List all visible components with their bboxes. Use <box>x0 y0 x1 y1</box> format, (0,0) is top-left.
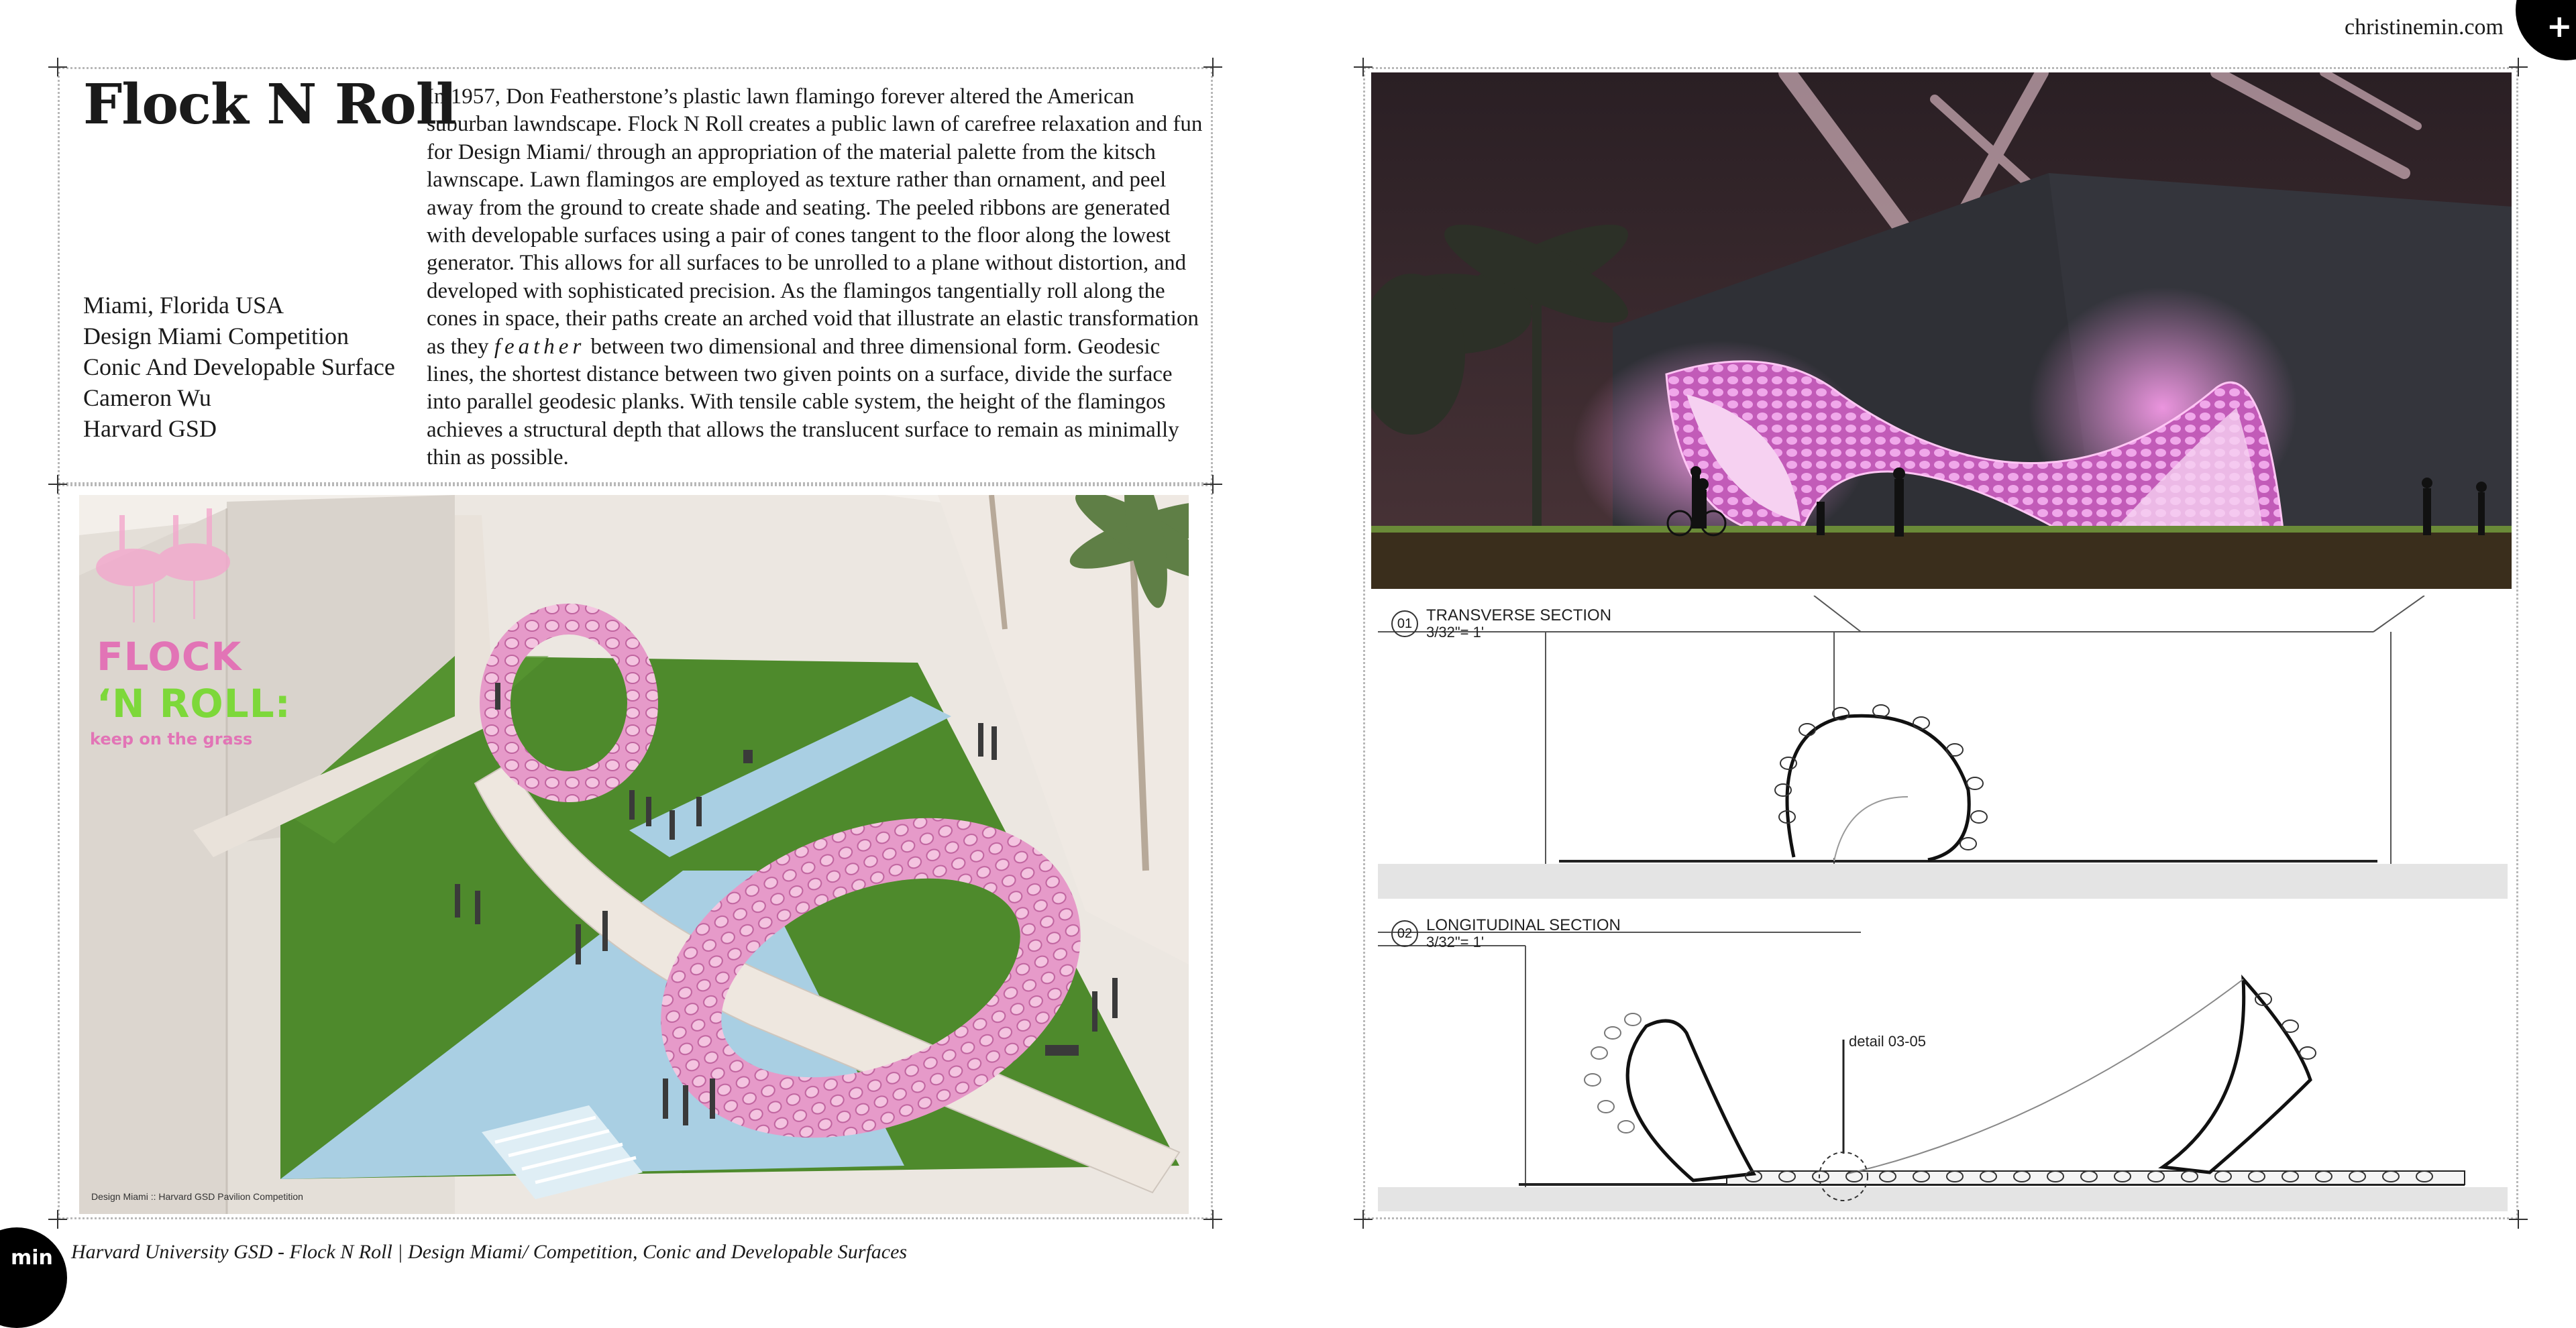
meta-competition: Design Miami Competition <box>83 323 349 349</box>
description-text-end: between two dimensional and three dimensional form. Geodesic lines, the shortest distance between two given points on a surface, divide the surface into parallel geodesic planks. With tensile cable system, the height of the flamingos achieves a structural depth that allows the translucent surface to remain as minimally thin as possible. <box>427 334 1179 470</box>
aerial-plan-image <box>79 495 1189 1214</box>
section-scale-transverse: 3/32"= 1' <box>1426 624 1485 641</box>
crop-mark <box>48 58 67 76</box>
crop-mark <box>1354 58 1373 76</box>
project-meta <box>83 290 395 444</box>
transverse-section-drawing <box>1378 596 2508 899</box>
poster-caption: Design Miami :: Harvard GSD Pavilion Competition <box>91 1191 303 1202</box>
crop-mark <box>1354 1210 1373 1229</box>
plus-corner-button[interactable] <box>2516 0 2576 60</box>
meta-instructor: Cameron Wu <box>83 384 211 411</box>
meta-topic: Conic And Developable Surface <box>83 353 395 380</box>
crop-mark <box>2509 58 2528 76</box>
detail-callout-label: detail 03-05 <box>1849 1033 1926 1050</box>
footer-caption: Harvard University GSD - Flock N Roll | Design Miami/ Competition, Conic and Developable Surfaces <box>71 1241 908 1263</box>
poster-line-2: ‘N ROLL: <box>97 681 291 726</box>
description-text: In 1957, Don Featherstone’s plastic lawn flamingo forever altered the American suburban lawndscape. Flock N Roll creates a public lawn of carefree relaxation and fun for Design Miami/ through an appropriation of the material palette from the kitsch lawnscape. Lawn flamingos are employed as texture rather than ornament, and peel away from the ground to create shade and seating. The peeled ribbons are generated with developable surfaces using a pair of cones tangent to the floor along the lowest generator. This allows for all surfaces to be unrolled to a plane without distortion, and developed with sophisticated precision. As the flamingos tangentially roll along the cones in space, their paths create an arched void that illustrate an elastic transformation as they <box>427 85 1203 359</box>
section-scale-longitudinal: 3/32"= 1' <box>1426 934 1485 950</box>
section-title-transverse: TRANSVERSE SECTION <box>1426 606 1612 624</box>
longitudinal-section-drawing <box>1378 905 2508 1211</box>
section-title-longitudinal: LONGITUDINAL SECTION <box>1426 916 1621 934</box>
section-number-01: 01 <box>1391 610 1418 637</box>
min-badge-label: min <box>11 1246 53 1270</box>
plus-icon: + <box>2546 8 2573 44</box>
poster-line-1: FLOCK <box>97 634 242 679</box>
min-badge[interactable] <box>0 1227 67 1328</box>
aerial-plan-drawing <box>79 495 1189 1214</box>
crop-mark <box>1203 58 1222 76</box>
crop-mark <box>1203 475 1222 494</box>
crop-mark <box>48 1210 67 1229</box>
site-url[interactable]: christinemin.com <box>2344 15 2504 40</box>
section-number-02: 02 <box>1391 920 1418 947</box>
crop-mark <box>48 475 67 494</box>
night-render-drawing <box>1371 72 2512 589</box>
night-render-image <box>1371 72 2512 589</box>
project-title: Flock N Roll <box>83 72 456 137</box>
poster-logo <box>97 633 291 727</box>
crop-mark <box>2509 1210 2528 1229</box>
description-emphasis: feather <box>494 334 586 359</box>
crop-mark <box>1203 1210 1222 1229</box>
poster-tagline: keep on the grass <box>90 730 253 749</box>
meta-location: Miami, Florida USA <box>83 292 284 319</box>
project-description <box>427 83 1205 472</box>
longitudinal-section <box>1378 905 2508 1211</box>
transverse-section <box>1378 596 2508 899</box>
meta-school: Harvard GSD <box>83 415 217 442</box>
